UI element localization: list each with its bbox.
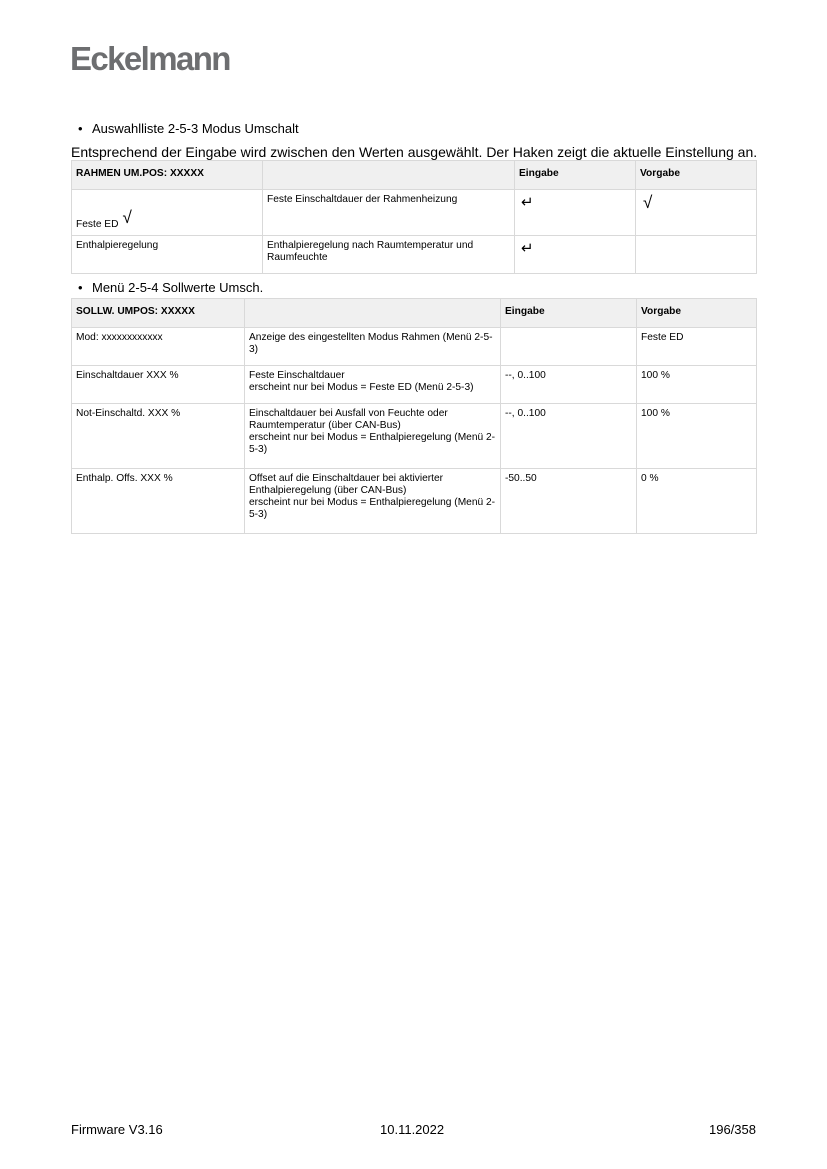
cell-input: -50..50: [501, 469, 637, 534]
cell-name: Einschaltdauer XXX %: [72, 366, 245, 404]
cell-name: Mod: xxxxxxxxxxxx: [72, 328, 245, 366]
table-header-row: [72, 299, 757, 328]
table-row: [72, 328, 757, 366]
column-header: Vorgabe: [636, 161, 757, 190]
bullet-icon: •: [78, 121, 83, 136]
cell-description: Einschaltdauer bei Ausfall von Feuchte oder Raumtemperatur (über CAN-Bus) erscheint nur bei Modus = Enthalpieregelung (Menü 2-5-3): [245, 404, 501, 469]
cell-name: [72, 190, 263, 236]
table-row: [72, 236, 757, 274]
column-header: Vorgabe: [637, 299, 757, 328]
table-row: [72, 404, 757, 469]
cell-default: Feste ED: [637, 328, 757, 366]
cell-default: 100 %: [637, 366, 757, 404]
cell-default: 100 %: [637, 404, 757, 469]
checkmark-icon: √: [122, 208, 132, 227]
footer-date: 10.11.2022: [380, 1122, 445, 1137]
cell-input: [501, 328, 637, 366]
checkmark-icon: √: [643, 193, 653, 212]
company-logo: Eckelmann: [70, 40, 230, 77]
bullet-icon: •: [78, 280, 83, 295]
footer-firmware: Firmware V3.16: [71, 1122, 163, 1137]
table-row: [72, 190, 757, 236]
cell-name: Enthalpieregelung: [72, 236, 263, 274]
table-rahmen-umpos: [71, 160, 757, 274]
cell-input: [515, 190, 636, 236]
cell-input: [515, 236, 636, 274]
intro-paragraph: Entsprechend der Eingabe wird zwischen den Werten ausgewählt. Der Haken zeigt die aktuelle Einstellung an.: [71, 144, 758, 160]
enter-key-icon: ↵: [521, 240, 534, 257]
cell-input: --, 0..100: [501, 366, 637, 404]
section-heading-sollwerte-umsch: [78, 280, 263, 296]
table-sollw-umpos: [71, 298, 757, 534]
table-row: [72, 469, 757, 534]
section-title: Menü 2-5-4 Sollwerte Umsch.: [92, 280, 264, 295]
option-label: Feste ED: [76, 219, 119, 230]
column-header: RAHMEN UM.POS: XXXXX: [72, 161, 263, 190]
column-header: Eingabe: [501, 299, 637, 328]
column-header: [263, 161, 515, 190]
cell-description: Offset auf die Einschaltdauer bei aktivierter Enthalpieregelung (über CAN-Bus) erscheint nur bei Modus = Enthalpieregelung (Menü 2-5-3): [245, 469, 501, 534]
cell-description: Feste Einschaltdauer der Rahmenheizung: [263, 190, 515, 236]
cell-name: Enthalp. Offs. XXX %: [72, 469, 245, 534]
table-header-row: [72, 161, 757, 190]
column-header: SOLLW. UMPOS: XXXXX: [72, 299, 245, 328]
enter-key-icon: ↵: [521, 194, 534, 211]
cell-default: 0 %: [637, 469, 757, 534]
cell-default: [636, 236, 757, 274]
column-header: [245, 299, 501, 328]
table-row: [72, 366, 757, 404]
cell-description: Anzeige des eingestellten Modus Rahmen (Menü 2-5-3): [245, 328, 501, 366]
cell-name: Not-Einschaltd. XXX %: [72, 404, 245, 469]
cell-description: Feste Einschaltdauer erscheint nur bei Modus = Feste ED (Menü 2-5-3): [245, 366, 501, 404]
cell-input: --, 0..100: [501, 404, 637, 469]
cell-default: [636, 190, 757, 236]
footer-page-number: 196/358: [709, 1122, 756, 1137]
cell-description: Enthalpieregelung nach Raumtemperatur und Raumfeuchte: [263, 236, 515, 274]
section-heading-modus-umschalt: [78, 121, 299, 137]
section-title: Auswahlliste 2-5-3 Modus Umschalt: [92, 121, 299, 136]
column-header: Eingabe: [515, 161, 636, 190]
